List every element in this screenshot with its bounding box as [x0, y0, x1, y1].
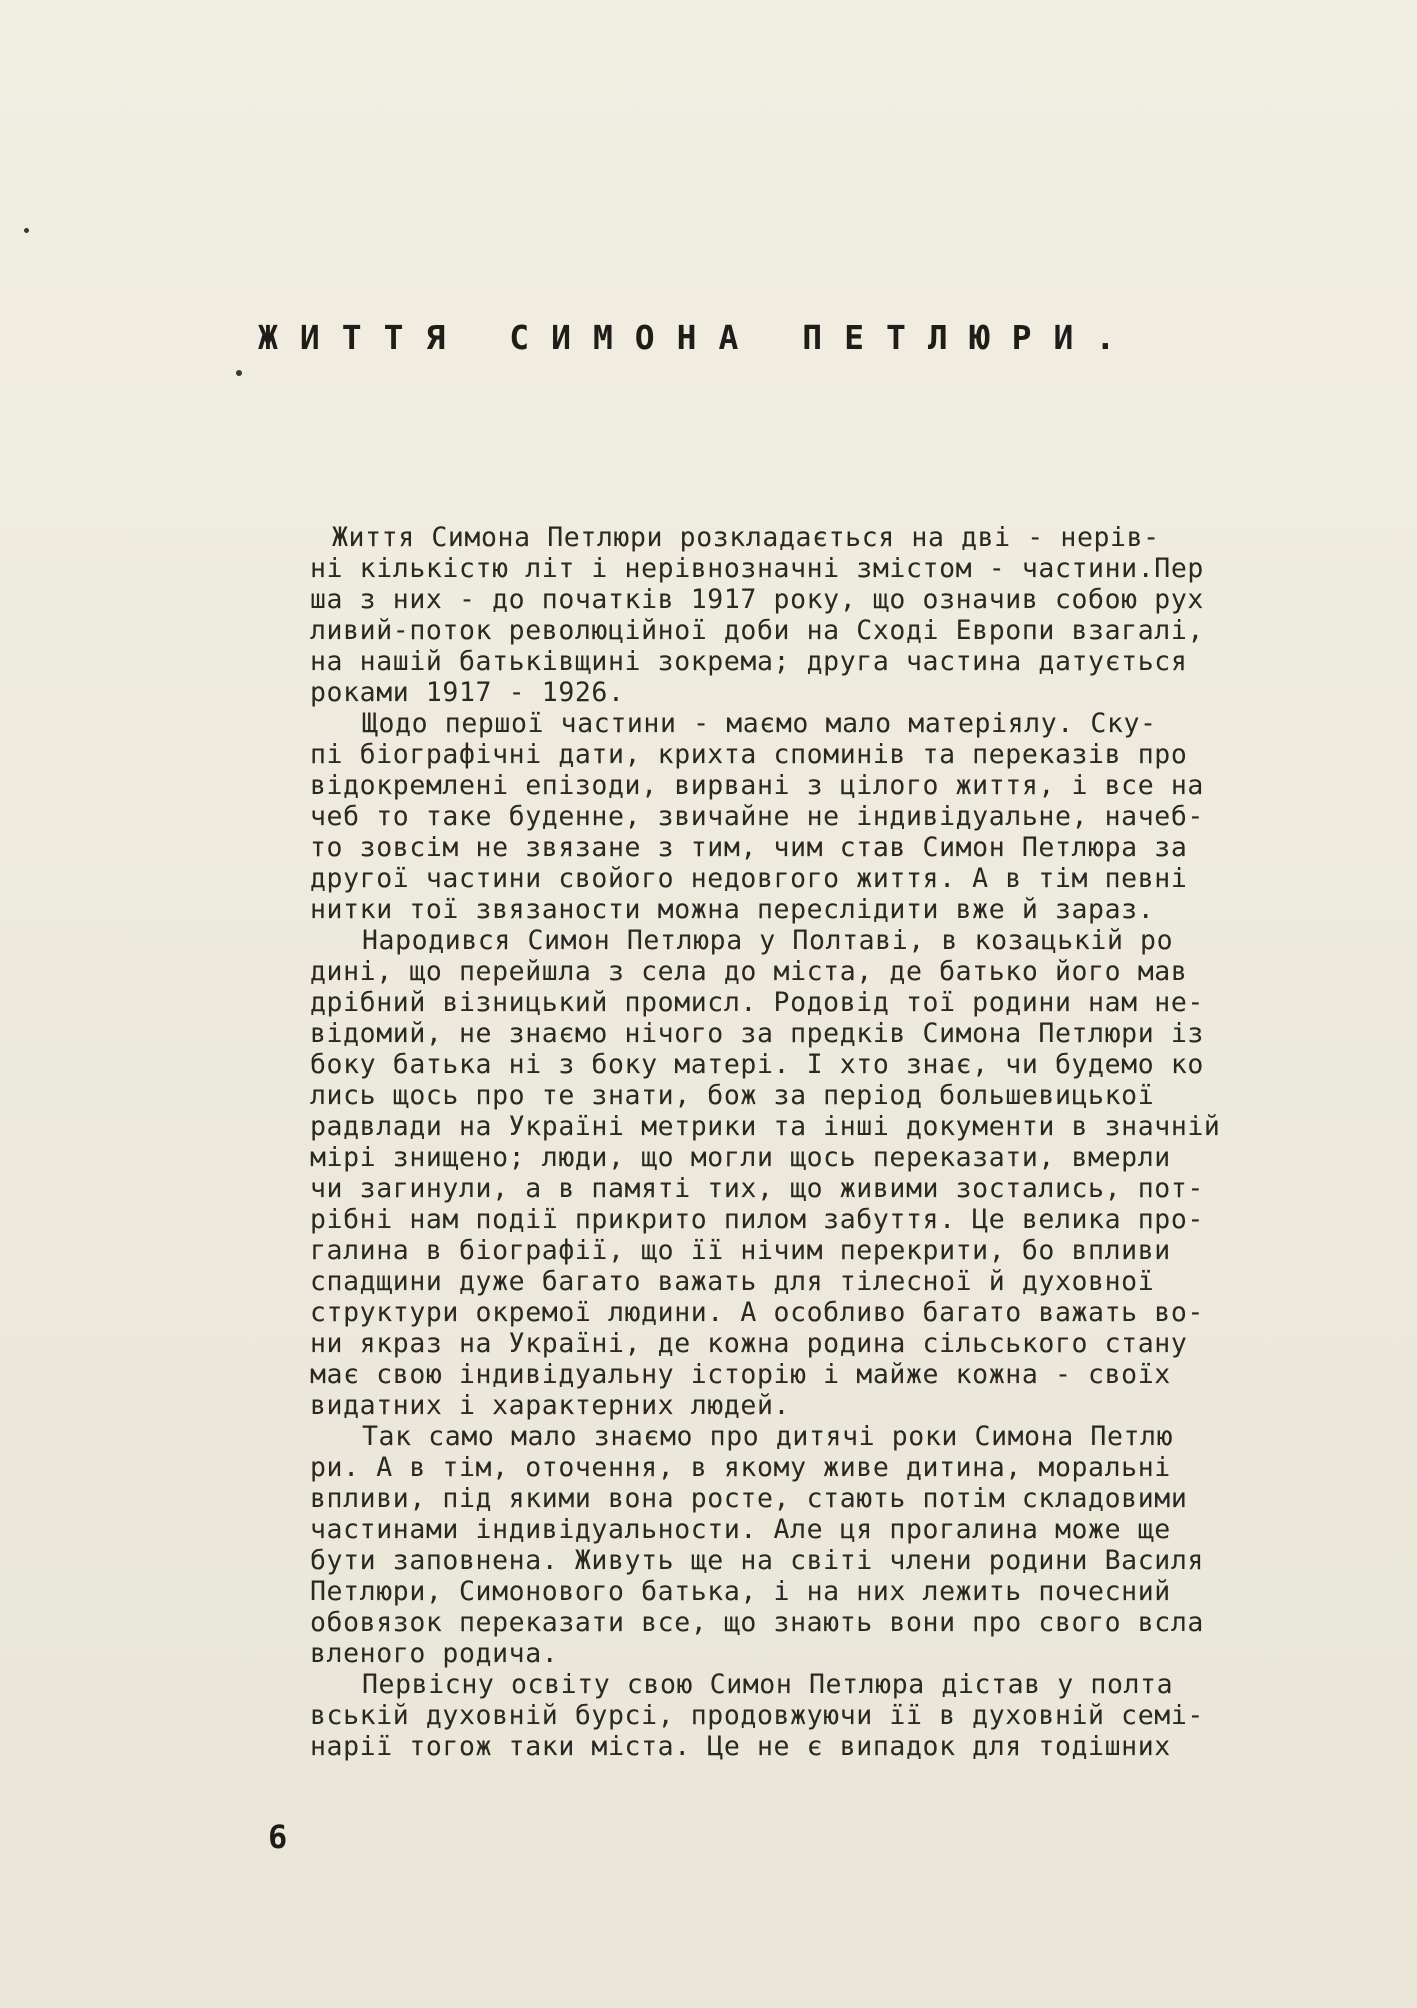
- text-line: вленого родича.: [310, 1638, 559, 1669]
- text-line: галина в біографії, що її нічим перекрити, бо впливи: [310, 1235, 1171, 1266]
- text-line: відомий, не знаємо нічого за предків Симона Петлюри із: [310, 1018, 1204, 1049]
- text-line: ни якраз на Україні, де кожна родина сільського стану: [310, 1328, 1188, 1359]
- text-line: Первісну освіту свою Симон Петлюра дістав у полта: [362, 1669, 1174, 1700]
- text-line: Народився Симон Петлюра у Полтаві, в козацькій ро: [362, 925, 1174, 956]
- text-line: то зовсім не звязане з тим, чим став Симон Петлюра за: [310, 832, 1188, 863]
- text-line: обовязок переказати все, що знають вони про свого всла: [310, 1607, 1204, 1638]
- page-number: 6: [268, 1818, 288, 1856]
- text-line: на нашій батьківщині зокрема; друга частина датується: [310, 646, 1188, 677]
- text-line: структури окремої людини. А особливо багато важать во-: [310, 1297, 1204, 1328]
- text-line: Так само мало знаємо про дитячі роки Симона Петлю: [362, 1421, 1174, 1452]
- text-line: чеб то таке буденне, звичайне не індивідуальне, начеб-: [310, 801, 1204, 832]
- text-line: лись щось про те знати, бож за період большевицької: [310, 1080, 1155, 1111]
- text-line: Щодо першої частини - маємо мало матеріялу. Ску-: [362, 708, 1157, 739]
- text-line: нитки тої звязаности можна переслідити вже й зараз.: [310, 894, 1155, 925]
- document-title: ЖИТТЯ СИМОНА ПЕТЛЮРИ.: [258, 318, 1138, 357]
- text-line: ливий-поток революційної доби на Сході Европи взагалі,: [310, 615, 1204, 646]
- text-line: ша з них - до початків 1917 року, що означив собою рух: [310, 584, 1204, 615]
- text-line: видатних і характерних людей.: [310, 1390, 791, 1421]
- text-line: ри. А в тім, оточення, в якому живе дитина, моральні: [310, 1452, 1171, 1483]
- text-line: Життя Симона Петлюри розкладається на дві - нерів-: [332, 522, 1160, 553]
- stray-dot-mark: [236, 370, 242, 376]
- text-line: рібні нам події прикрито пилом забуття. Це велика про-: [310, 1204, 1204, 1235]
- text-line: відокремлені епізоди, вирвані з цілого життя, і все на: [310, 770, 1204, 801]
- text-line: має свою індивідуальну історію і майже кожна - своїх: [310, 1359, 1171, 1390]
- text-line: боку батька ні з боку матері. І хто знає, чи будемо ко: [310, 1049, 1204, 1080]
- text-line: пі біографічні дати, крихта споминів та переказів про: [310, 739, 1188, 770]
- text-line: роками 1917 - 1926.: [310, 677, 625, 708]
- text-line: ні кількістю літ і нерівнозначні змістом - частини.Пер: [310, 553, 1204, 584]
- text-line: вській духовній бурсі, продовжуючи її в духовній семі-: [310, 1700, 1204, 1731]
- text-line: другої частини свойого недовгого життя. А в тім певні: [310, 863, 1188, 894]
- text-line: дрібний візницький промисл. Родовід тої родини нам не-: [310, 987, 1204, 1018]
- text-line: радвлади на Україні метрики та інші документи в значній: [310, 1111, 1221, 1142]
- text-line: нарії тогож таки міста. Це не є випадок для тодішних: [310, 1731, 1171, 1762]
- text-line: впливи, під якими вона росте, стають потім складовими: [310, 1483, 1188, 1514]
- text-line: спадщини дуже багато важать для тілесної й духовної: [310, 1266, 1155, 1297]
- text-line: чи загинули, а в памяті тих, що живими зостались, пот-: [310, 1173, 1204, 1204]
- text-line: мірі знищено; люди, що могли щось переказати, вмерли: [310, 1142, 1171, 1173]
- text-line: дині, що перейшла з села до міста, де батько його мав: [310, 956, 1188, 987]
- stray-dot-mark: [24, 228, 29, 233]
- text-line: бути заповнена. Живуть ще на світі члени родини Василя: [310, 1545, 1204, 1576]
- text-line: Петлюри, Симонового батька, і на них лежить почесний: [310, 1576, 1171, 1607]
- text-line: частинами індивідуальности. Але ця прогалина може ще: [310, 1514, 1171, 1545]
